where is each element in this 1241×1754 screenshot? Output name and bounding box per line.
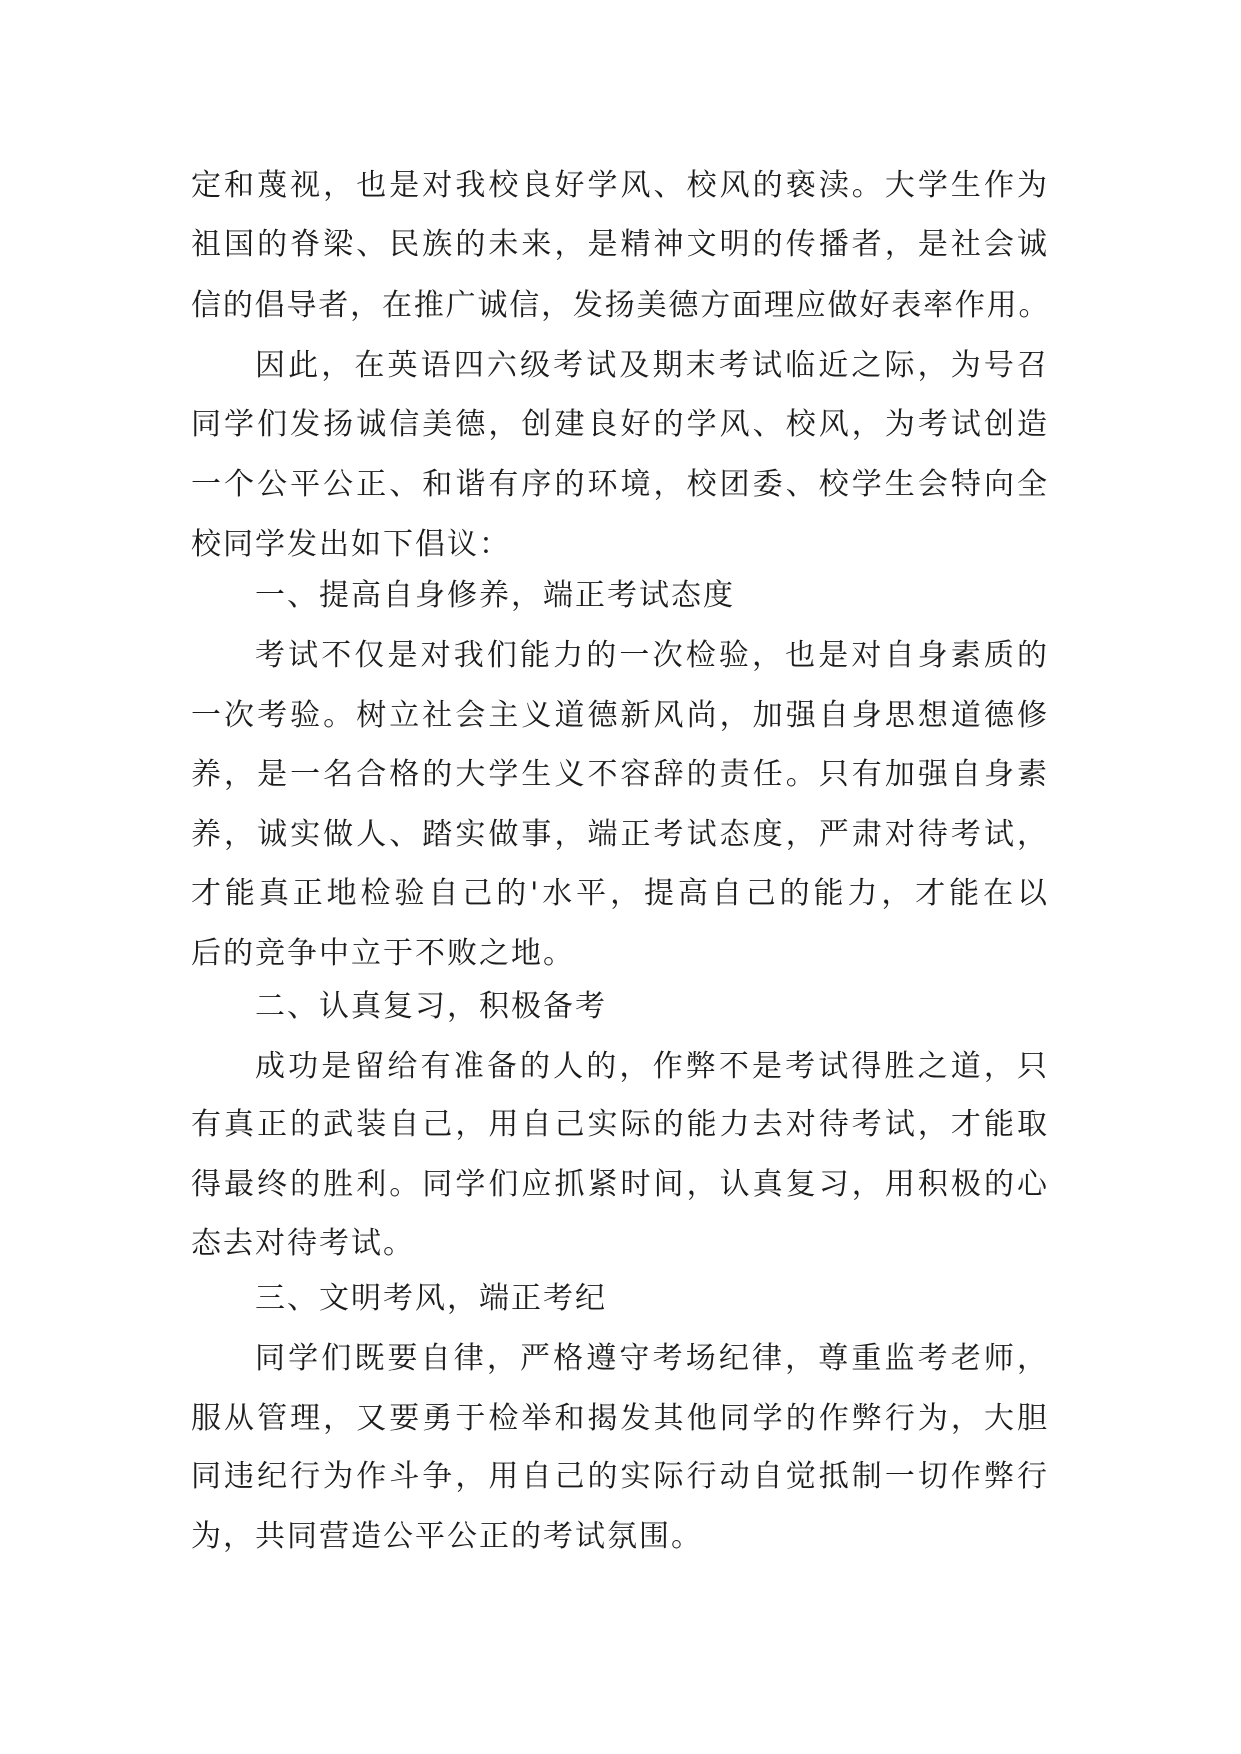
paragraph-line: 一次考验。树立社会主义道德新风尚，加强自身思想道德修 [191, 698, 1049, 733]
paragraph-line: 为，共同营造公平公正的考试氛围。 [191, 1519, 703, 1554]
paragraph-line: 校同学发出如下倡议： [191, 527, 511, 562]
paragraph-line: 后的竞争中立于不败之地。 [191, 936, 575, 971]
paragraph-line: 同学们既要自律，严格遵守考场纪律，尊重监考老师， [255, 1341, 1049, 1376]
paragraph-line: 祖国的脊梁、民族的未来，是精神文明的传播者，是社会诚 [191, 227, 1049, 262]
paragraph-line: 一个公平公正、和谐有序的环境，校团委、校学生会特向全 [191, 467, 1049, 502]
paragraph-line: 同学们发扬诚信美德，创建良好的学风、校风，为考试创造 [191, 407, 1049, 442]
paragraph-line: 考试不仅是对我们能力的一次检验，也是对自身素质的 [255, 638, 1049, 673]
paragraph-line: 得最终的胜利。同学们应抓紧时间，认真复习，用积极的心 [191, 1167, 1049, 1202]
paragraph-line: 同违纪行为作斗争，用自己的实际行动自觉抵制一切作弊行 [191, 1459, 1049, 1494]
paragraph-line: 因此，在英语四六级考试及期末考试临近之际，为号召 [255, 348, 1049, 383]
section-heading: 二、认真复习，积极备考 [255, 989, 607, 1024]
paragraph-line: 服从管理，又要勇于检举和揭发其他同学的作弊行为，大胆 [191, 1401, 1049, 1436]
paragraph-line: 有真正的武装自己，用自己实际的能力去对待考试，才能取 [191, 1107, 1049, 1142]
paragraph-line: 养，诚实做人、踏实做事，端正考试态度，严肃对待考试， [191, 817, 1049, 852]
paragraph-line: 成功是留给有准备的人的，作弊不是考试得胜之道，只 [255, 1049, 1049, 1084]
paragraph-line: 信的倡导者，在推广诚信，发扬美德方面理应做好表率作用。 [191, 288, 1049, 323]
section-heading: 一、提高自身修养，端正考试态度 [255, 578, 735, 613]
paragraph-line: 态去对待考试。 [191, 1226, 415, 1261]
paragraph-line: 定和蔑视，也是对我校良好学风、校风的亵渎。大学生作为 [191, 168, 1049, 203]
paragraph-line: 才能真正地检验自己的'水平，提高自己的能力，才能在以 [191, 876, 1049, 911]
section-heading: 三、文明考风，端正考纪 [255, 1281, 607, 1316]
paragraph-line: 养，是一名合格的大学生义不容辞的责任。只有加强自身素 [191, 757, 1049, 792]
